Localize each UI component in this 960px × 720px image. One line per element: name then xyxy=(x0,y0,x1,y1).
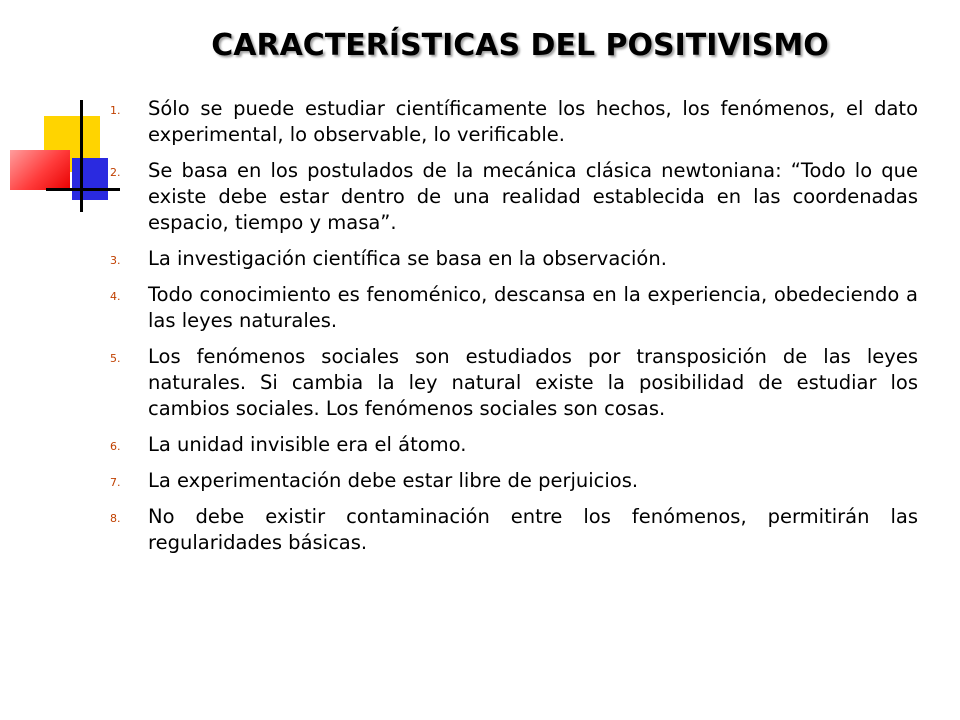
item-number: 5. xyxy=(110,352,121,365)
list-item xyxy=(110,282,918,334)
item-number: 8. xyxy=(110,512,121,525)
item-text: La investigación científica se basa en la observación. xyxy=(148,247,667,270)
slide-title: CARACTERÍSTICAS DEL POSITIVISMO xyxy=(211,28,829,63)
list-item xyxy=(110,158,918,236)
item-text: La experimentación debe estar libre de perjuicios. xyxy=(148,469,639,492)
item-number: 1. xyxy=(110,104,121,117)
vertical-line xyxy=(80,100,83,212)
list-item xyxy=(110,432,918,458)
list-item xyxy=(110,468,918,494)
red-square xyxy=(10,150,70,190)
list-item xyxy=(110,246,918,272)
item-number: 4. xyxy=(110,290,121,303)
item-number: 3. xyxy=(110,254,121,267)
item-text: No debe existir contaminación entre los fenómenos, permitirán las regularidades básicas. xyxy=(148,505,918,554)
item-number: 2. xyxy=(110,166,121,179)
item-text: Todo conocimiento es fenoménico, descansa en la experiencia, obedeciendo a las leyes naturales. xyxy=(148,283,918,332)
item-text: Sólo se puede estudiar científicamente los hechos, los fenómenos, el dato experimental, lo observable, lo verificable. xyxy=(148,97,918,146)
list-item xyxy=(110,504,918,556)
item-text: Los fenómenos sociales son estudiados por transposición de las leyes naturales. Si cambia la ley natural existe la posibilidad de estudiar los cambios sociales. Los fenómenos sociales son cosas. xyxy=(148,345,918,420)
item-text: Se basa en los postulados de la mecánica clásica newtoniana: “Todo lo que existe debe estar dentro de una realidad establecida en las coordenadas espacio, tiempo y masa”. xyxy=(148,159,918,234)
list-item xyxy=(110,344,918,422)
characteristics-list xyxy=(110,96,918,566)
item-number: 7. xyxy=(110,476,121,489)
blue-square xyxy=(72,158,108,200)
decorative-squares-graphic xyxy=(0,0,120,230)
item-number: 6. xyxy=(110,440,121,453)
item-text: La unidad invisible era el átomo. xyxy=(148,433,467,456)
horizontal-line xyxy=(46,188,120,191)
list-item xyxy=(110,96,918,148)
